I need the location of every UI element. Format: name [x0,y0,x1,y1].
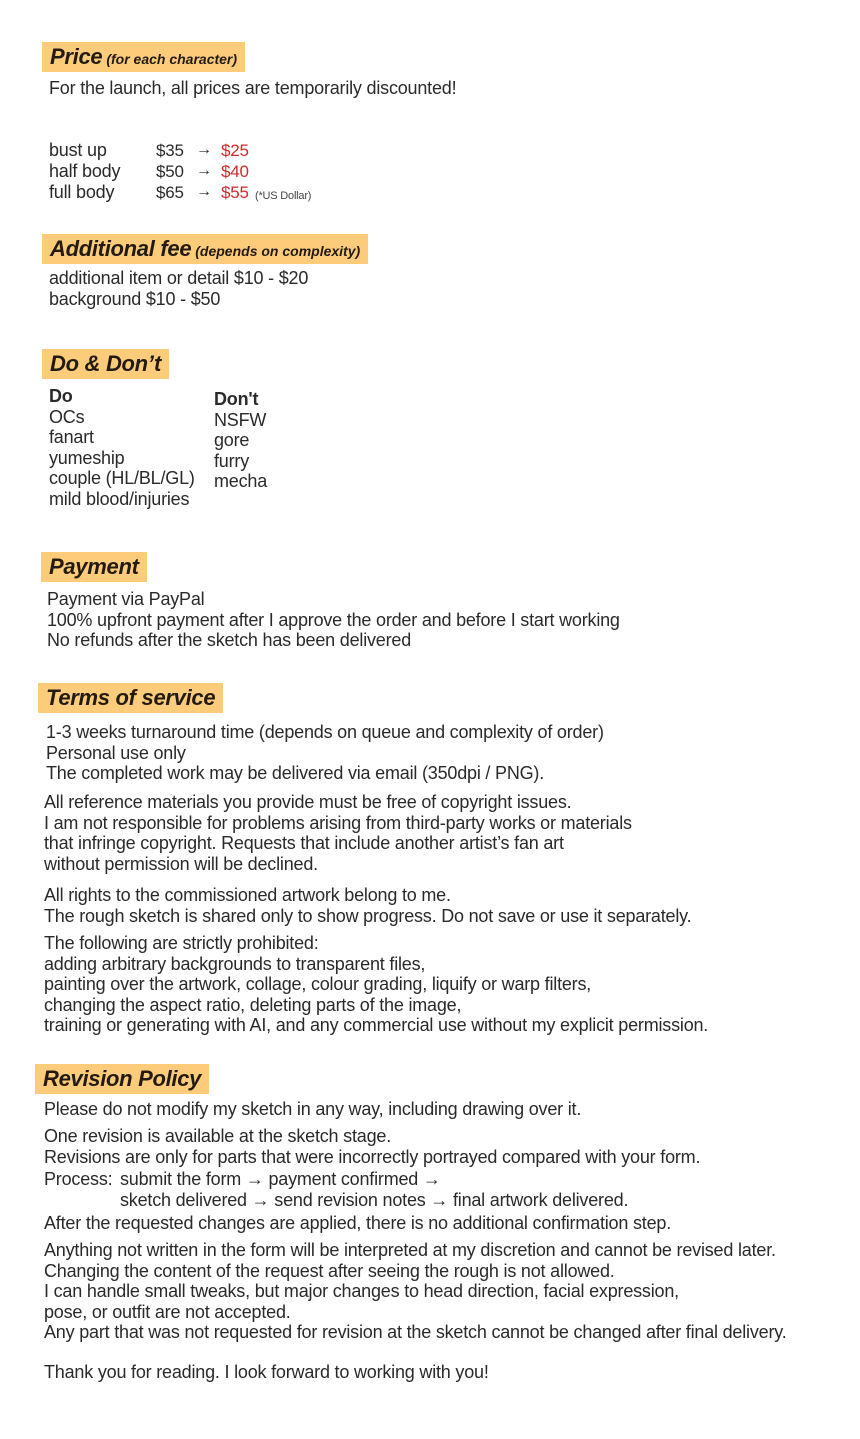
price-heading-title: Price [50,44,103,69]
tos-line: All reference materials you provide must be free of copyright issues. [44,792,572,812]
revision-paragraph-1: Please do not modify my sketch in any way, including drawing over it. [44,1099,582,1119]
tos-line: that infringe copyright. Requests that include another artist’s fan art [44,833,564,853]
do-list [49,386,195,509]
price-row-name: full body [49,182,115,202]
do-item: mild blood/injuries [49,488,190,509]
price-row-arrow: → [196,141,212,158]
fee-heading-title: Additional fee [50,236,192,261]
fee-heading-note: (depends on complexity) [195,243,361,259]
revision-paragraph-3: After the requested changes are applied, there is no additional confirmation step. [44,1213,672,1233]
dont-item: furry [214,450,250,471]
tos-line: changing the aspect ratio, deleting parts of the image, [44,994,462,1015]
fee-line: additional item or detail $10 - $20 [49,268,309,288]
tos-paragraph-1 [46,722,604,784]
tos-paragraph-2 [44,792,632,874]
tos-line: Personal use only [46,742,186,763]
fee-line: background $10 - $50 [49,288,221,309]
dodont-heading: Do & Don’t [42,349,169,379]
price-heading-note: (for each character) [106,51,238,67]
price-row-new: $55 [221,183,249,202]
price-intro: For the launch, all prices are temporarily discounted! [49,78,457,98]
price-row-arrow: → [196,183,212,200]
dont-item: mecha [214,471,268,491]
price-row-name: bust up [49,140,107,160]
do-item: yumeship [49,447,125,468]
payment-lines [47,589,620,651]
tos-line: The completed work may be delivered via email (350dpi / PNG). [46,763,545,783]
revision-line: One revision is available at the sketch stage. [44,1126,391,1146]
revision-line: Any part that was not requested for revision at the sketch cannot be changed after final delivery. [44,1322,787,1342]
currency-note: (*US Dollar) [255,190,312,202]
revision-line: Revisions are only for parts that were incorrectly portrayed compared with your form. [44,1146,701,1167]
revision-heading: Revision Policy [35,1064,209,1094]
fee-heading [42,234,368,264]
revision-line: Anything not written in the form will be interpreted at my discretion and cannot be revised later. [44,1240,776,1260]
price-row-old: $65 [156,183,184,202]
tos-paragraph-3 [44,885,691,926]
price-row-old: $35 [156,141,184,160]
tos-line: painting over the artwork, collage, colour grading, liquify or warp filters, [44,974,592,994]
do-item: fanart [49,427,94,447]
closing-message: Thank you for reading. I look forward to working with you! [44,1362,489,1382]
fee-lines [49,268,308,309]
dont-item: NSFW [214,409,267,430]
price-row-arrow: → [196,162,212,179]
do-title: Do [49,386,73,406]
payment-line: Payment via PayPal [47,589,205,609]
tos-line: adding arbitrary backgrounds to transparent files, [44,953,426,974]
payment-line: No refunds after the sketch has been delivered [47,630,412,650]
price-row-new: $40 [221,162,249,181]
price-row-new: $25 [221,141,249,160]
payment-line: 100% upfront payment after I approve the order and before I start working [47,609,620,630]
revision-paragraph-4 [44,1240,787,1343]
dont-item: gore [214,430,250,450]
price-heading [42,42,245,72]
revision-line: I can handle small tweaks, but major changes to head direction, facial expression, [44,1281,679,1301]
tos-line: training or generating with AI, and any commercial use without my explicit permission. [44,1015,709,1035]
tos-line: The rough sketch is shared only to show progress. Do not save or use it separately. [44,905,692,926]
price-row-name: half body [49,161,121,181]
tos-line: I am not responsible for problems arising from third-party works or materials [44,812,632,833]
payment-heading: Payment [41,552,147,582]
do-item: OCs [49,406,85,427]
price-row-old: $50 [156,162,184,181]
dont-title: Don't [214,389,259,409]
revision-line: pose, or outfit are not accepted. [44,1301,291,1322]
process-line-1: submit the form → payment confirmed → [120,1169,441,1189]
tos-paragraph-4 [44,933,708,1036]
process-label: Process: [44,1169,113,1189]
tos-line: The following are strictly prohibited: [44,933,319,953]
tos-heading: Terms of service [38,683,223,713]
process-line-2: sketch delivered → send revision notes → final artwork delivered. [120,1190,629,1210]
tos-line: All rights to the commissioned artwork belong to me. [44,885,451,905]
do-item: couple (HL/BL/GL) [49,468,195,488]
revision-line: Changing the content of the request after seeing the rough is not allowed. [44,1260,615,1281]
revision-paragraph-2 [44,1126,700,1167]
tos-line: 1-3 weeks turnaround time (depends on queue and complexity of order) [46,722,604,742]
dont-list [214,389,267,492]
tos-line: without permission will be declined. [44,853,318,874]
